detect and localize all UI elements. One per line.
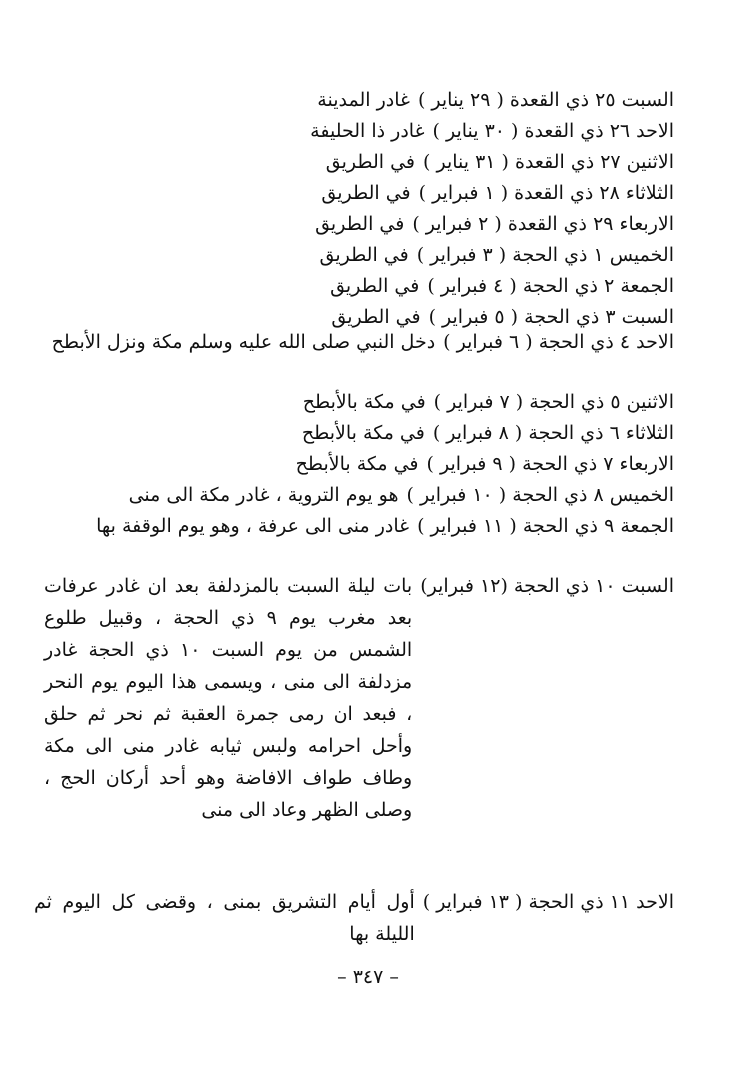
entry-date: الثلاثاء ٢٨ ذي القعدة ( ١ فبراير ): [418, 182, 674, 204]
list-item: [54, 177, 674, 209]
entry-event: غادر ذا الحليفة: [310, 120, 425, 142]
list-item: [14, 326, 674, 358]
entry-date: الاحد ٤ ذي الحجة ( ٦ فبراير ): [443, 331, 674, 353]
entry-event: في الطريق: [321, 182, 411, 204]
list-item: [54, 208, 674, 240]
entry-event: في مكة بالأبطح: [301, 422, 425, 444]
list-item: [54, 386, 674, 418]
list-item: [54, 239, 674, 271]
entry-event: أول أيام التشريق بمنى ، وقضى كل اليوم ثم الليلة بها: [34, 891, 415, 945]
entry-date: الخميس ١ ذي الحجة ( ٣ فبراير ): [416, 244, 674, 266]
entry-date: الاربعاء ٧ ذي الحجة ( ٩ فبراير ): [426, 453, 674, 475]
entry-date: الخميس ٨ ذي الحجة ( ١٠ فبراير ): [406, 484, 674, 506]
entry-event: بات ليلة السبت بالمزدلفة بعد ان غادر عرفات بعد مغرب يوم ٩ ذي الحجة ، وقبيل طلوع الشمس من يوم السبت ١٠ ذي الحجة غادر مزدلفة الى منى ، ويسمى هذا اليوم يوم النحر ، فبعد ان رمى جمرة العقبة ثم نحر ثم حلق وأحل احرامه ولبس ثيابه غادر منى الى مكة وطاف طواف الافاضة وهو أحد أركان الحج ، وصلى الظهر وعاد الى منى: [44, 575, 413, 821]
entry-date: الجمعة ٩ ذي الحجة ( ١١ فبراير ): [417, 515, 674, 537]
entry-event: في مكة بالأبطح: [295, 453, 419, 475]
entry-date: السبت ٣ ذي الحجة ( ٥ فبراير ): [428, 306, 674, 328]
list-item: [54, 448, 674, 480]
entry-event: في الطريق: [315, 213, 405, 235]
entry-date: السبت ٢٥ ذي القعدة ( ٢٩ يناير ): [417, 89, 674, 111]
list-item: [44, 570, 674, 826]
entry-event: في الطريق: [319, 244, 409, 266]
entry-event: في الطريق: [325, 151, 416, 173]
entry-date: الاثنين ٥ ذي الحجة ( ٧ فبراير ): [433, 391, 674, 413]
list-item: [54, 84, 674, 116]
entry-event: هو يوم التروية ، غادر مكة الى منى: [128, 484, 399, 506]
entry-event: في الطريق: [330, 275, 420, 297]
list-item: [54, 417, 674, 449]
list-item: [54, 115, 674, 147]
list-item: [34, 886, 674, 950]
entry-event: في الطريق: [331, 306, 421, 328]
entry-event: في مكة بالأبطح: [302, 391, 426, 413]
entry-date: الثلاثاء ٦ ذي الحجة ( ٨ فبراير ): [432, 422, 674, 444]
entry-date: الاحد ٢٦ ذي القعدة ( ٣٠ يناير ): [432, 120, 674, 142]
entry-date: الاثنين ٢٧ ذي القعدة ( ٣١ يناير ): [423, 151, 674, 173]
list-item: [54, 146, 674, 178]
list-item: [34, 510, 674, 542]
page-number: – ٣٤٧ –: [337, 966, 399, 988]
list-item: [54, 270, 674, 302]
entry-date: الجمعة ٢ ذي الحجة ( ٤ فبراير ): [427, 275, 674, 297]
list-item: [34, 479, 674, 511]
entry-date: الاحد ١١ ذي الحجة ( ١٣ فبراير ): [422, 891, 674, 913]
entry-date: السبت ١٠ ذي الحجة (١٢ فبراير): [420, 575, 674, 597]
entry-event: غادر منى الى عرفة ، وهو يوم الوقفة بها: [96, 515, 410, 537]
entry-event: غادر المدينة: [317, 89, 410, 111]
entry-event: دخل النبي صلى الله عليه وسلم مكة ونزل الأبطح: [51, 331, 436, 353]
entry-date: الاربعاء ٢٩ ذي القعدة ( ٢ فبراير ): [412, 213, 674, 235]
